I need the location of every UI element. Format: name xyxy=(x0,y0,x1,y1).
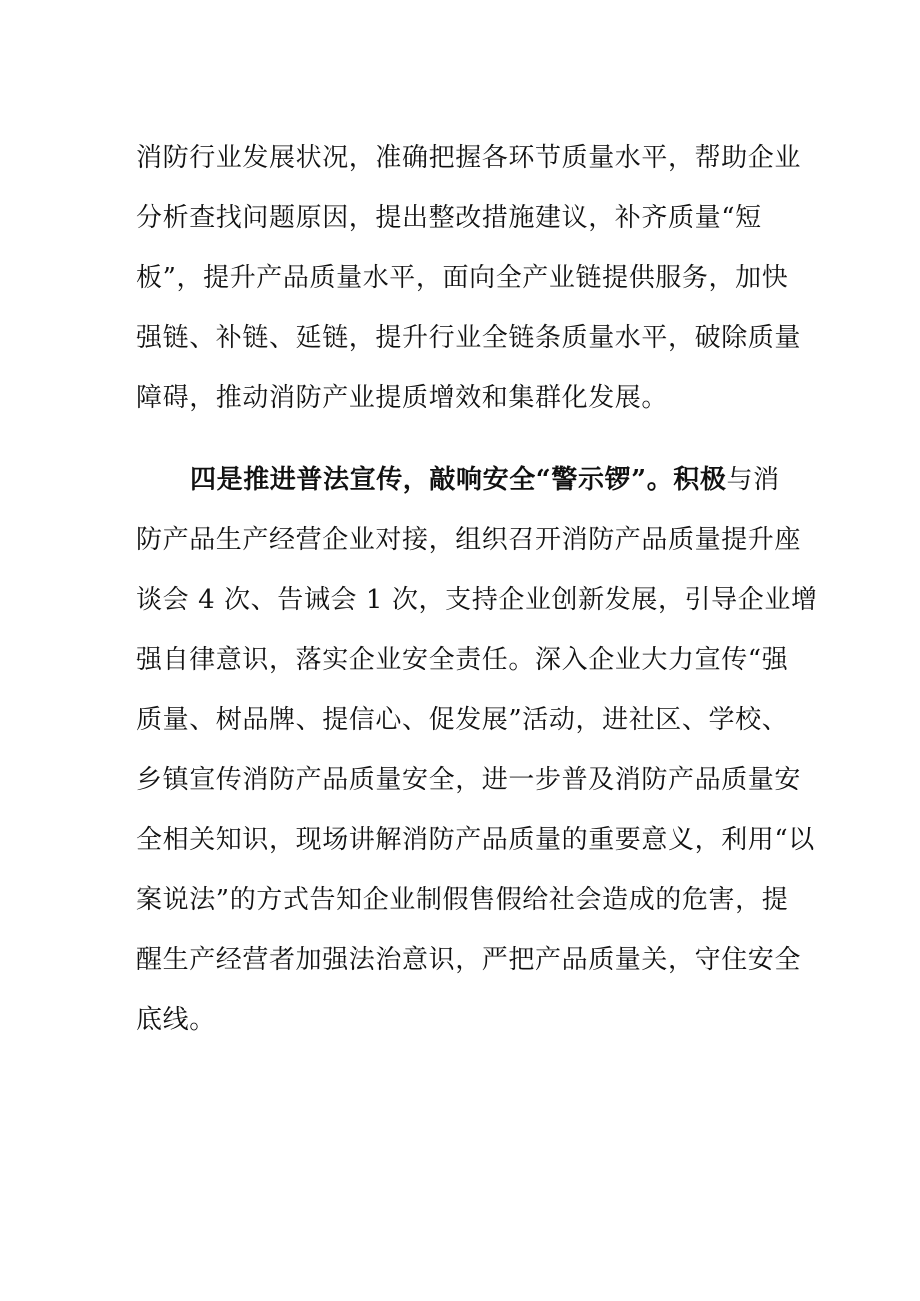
section-heading: 四是推进普法宣传，敲响安全“警示锣”。积极 xyxy=(190,465,727,495)
text-line: 板”，提升产品质量水平，面向全产业链提供服务，加快 xyxy=(136,263,789,293)
paragraph-fire-industry-quality xyxy=(136,128,802,428)
paragraph-first-line xyxy=(136,450,796,510)
text-line: 谈会 4 次、告诫会 1 次，支持企业创新发展，引导企业增 xyxy=(136,585,818,615)
text-line: 消防行业发展状况，准确把握各环节质量水平，帮助企业 xyxy=(136,143,802,173)
text-line: 强自律意识，落实企业安全责任。深入企业大力宣传“强 xyxy=(136,645,789,675)
text-line: 强链、补链、延链，提升行业全链条质量水平，破除质量 xyxy=(136,323,802,353)
text-line: 案说法”的方式告知企业制假售假给社会造成的危害，提 xyxy=(136,885,789,915)
text-line: 乡镇宣传消防产品质量安全，进一步普及消防产品质量安 xyxy=(136,765,802,795)
text-line: 醒生产经营者加强法治意识，严把产品质量关，守住安全 xyxy=(136,945,802,975)
paragraph-legal-publicity xyxy=(136,450,818,1050)
text-line: 质量、树品牌、提信心、促发展”活动，进社区、学校、 xyxy=(136,705,789,735)
text-line: 全相关知识，现场讲解消防产品质量的重要意义，利用“以 xyxy=(136,825,815,855)
heading-continuation: 与消 xyxy=(726,465,780,495)
text-line: 障碍，推动消防产业提质增效和集群化发展。 xyxy=(136,383,669,413)
text-line: 底线。 xyxy=(136,1005,216,1035)
text-line: 防产品生产经营企业对接，组织召开消防产品质量提升座 xyxy=(136,525,802,555)
text-line: 分析查找问题原因，提出整改措施建议，补齐质量“短 xyxy=(136,203,762,233)
